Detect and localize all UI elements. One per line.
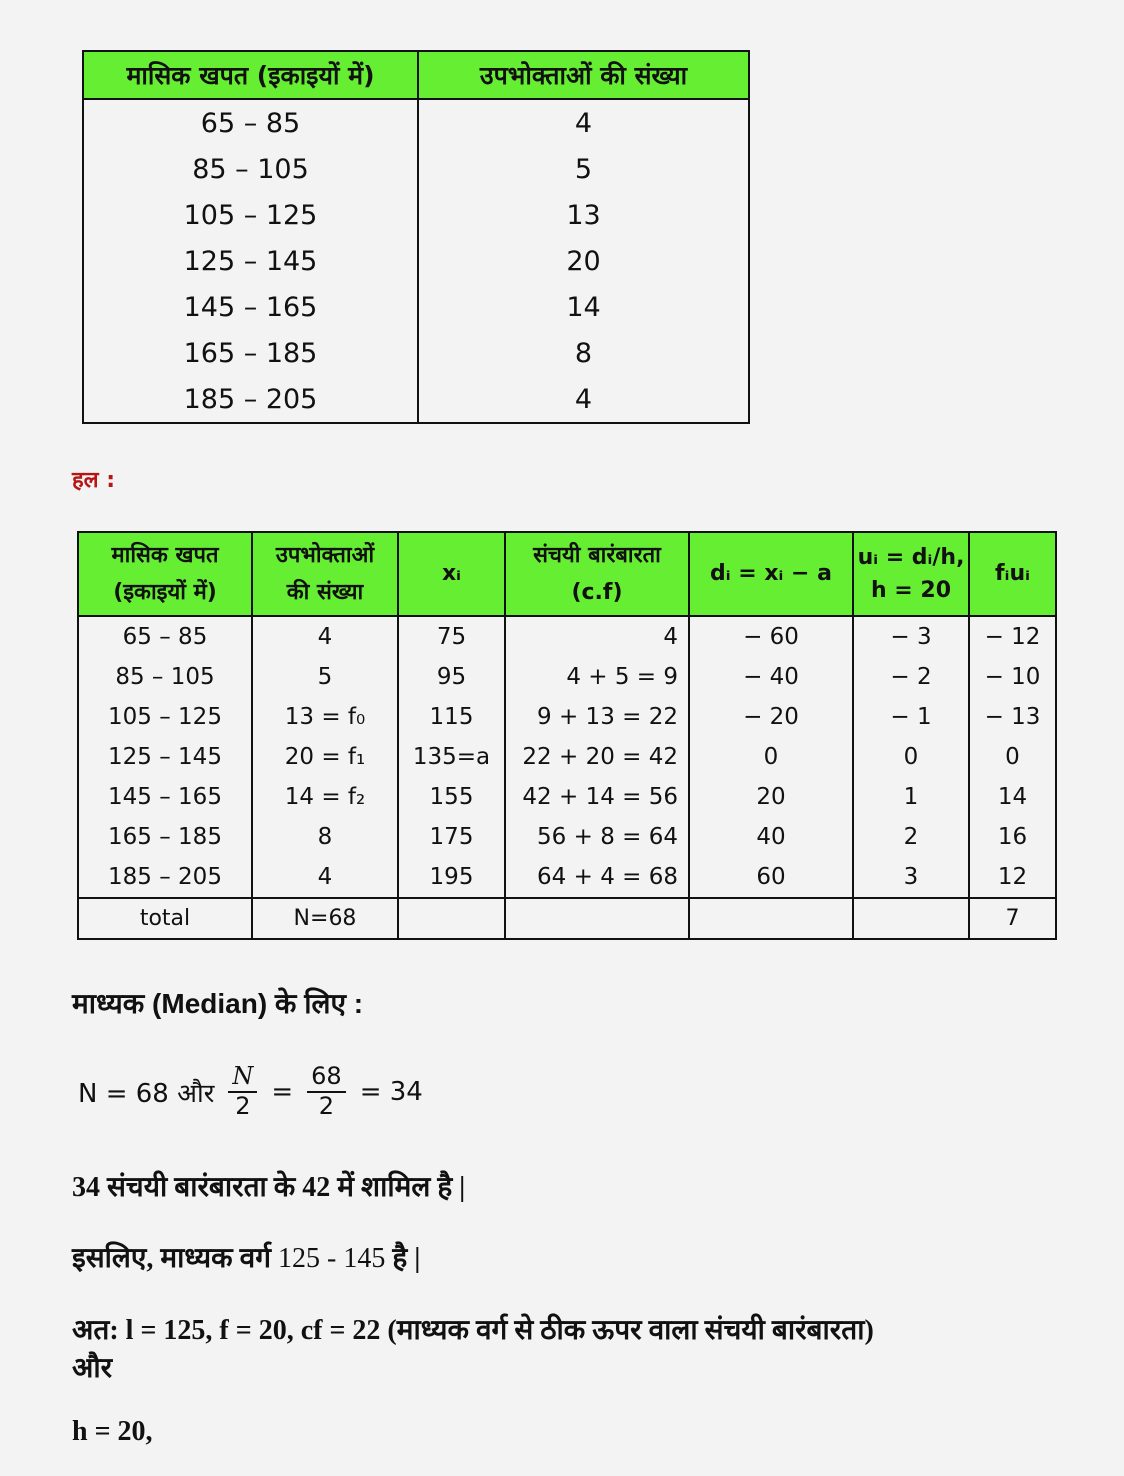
class-cell: 125 – 145 (78, 737, 252, 777)
count-cell: 13 = f₀ (252, 697, 398, 737)
u-cell: 3 (853, 857, 969, 898)
cf-cell: 9 + 13 = 22 (505, 697, 689, 737)
class-cell: 105 – 125 (83, 192, 418, 238)
total-cell (689, 898, 853, 939)
fu-cell: 16 (969, 817, 1056, 857)
table-row (78, 817, 1056, 857)
total-label: total (78, 898, 252, 939)
table-row (83, 330, 749, 376)
table-row (83, 238, 749, 284)
table-row (78, 657, 1056, 697)
total-cell (505, 898, 689, 939)
deviation-cell: − 40 (689, 657, 853, 697)
values-line: अत: l = 125, f = 20, cf = 22 (माध्यक वर्ग से ठीक ऊपर वाला संचयी बारंबारता) (72, 1315, 874, 1346)
cf-cell: 64 + 4 = 68 (505, 857, 689, 898)
count-cell: 14 = f₂ (252, 777, 398, 817)
class-cell: 65 – 85 (78, 616, 252, 657)
table-row (83, 146, 749, 192)
midpoint-cell: 135=a (398, 737, 505, 777)
header-monthly-consumption: मासिक खपत (इकाइयों में) (83, 51, 418, 99)
count-cell: 20 (418, 238, 749, 284)
table-row (78, 697, 1056, 737)
midpoint-cell: 155 (398, 777, 505, 817)
class-cell: 185 – 205 (83, 376, 418, 423)
fraction-68-over-2: $\frac{68}{2}$ (307, 1063, 346, 1120)
data-table (82, 50, 750, 424)
deviation-cell: 60 (689, 857, 853, 898)
class-cell: 125 – 145 (83, 238, 418, 284)
table-row (83, 99, 749, 146)
count-cell: 20 = f₁ (252, 737, 398, 777)
class-cell: 65 – 85 (83, 99, 418, 146)
deviation-cell: − 20 (689, 697, 853, 737)
deviation-cell: 20 (689, 777, 853, 817)
deviation-cell: 40 (689, 817, 853, 857)
u-cell: 0 (853, 737, 969, 777)
header-x: xᵢ (398, 532, 505, 616)
text-line: 34 संचयी बारंबारता के 42 में शामिल है | (72, 1172, 466, 1203)
table-row (83, 284, 749, 330)
fu-cell: 12 (969, 857, 1056, 898)
u-cell: − 3 (853, 616, 969, 657)
total-cell (398, 898, 505, 939)
header-class: मासिक खपत (इकाइयों में) (78, 532, 252, 616)
median-heading: माध्यक (Median) के लिए : (72, 988, 364, 1019)
count-cell: 5 (252, 657, 398, 697)
deviation-cell: 0 (689, 737, 853, 777)
fu-cell: − 13 (969, 697, 1056, 737)
header-fu: fᵢuᵢ (969, 532, 1056, 616)
text-line: और (72, 1353, 113, 1384)
header-d: dᵢ = xᵢ − a (689, 532, 853, 616)
equation-lhs: N = 68 और (78, 1079, 215, 1109)
deviation-cell: − 60 (689, 616, 853, 657)
text-line: h = 20, (72, 1416, 153, 1447)
table-row (83, 192, 749, 238)
class-cell: 105 – 125 (78, 697, 252, 737)
equation-equals: = (271, 1077, 294, 1107)
midpoint-cell: 175 (398, 817, 505, 857)
total-cell: N=68 (252, 898, 398, 939)
count-cell: 14 (418, 284, 749, 330)
median-class-line: इसलिए, माध्यक वर्ग 125 - 145 है | (72, 1243, 421, 1274)
class-cell: 165 – 185 (83, 330, 418, 376)
cf-cell: 22 + 20 = 42 (505, 737, 689, 777)
class-cell: 185 – 205 (78, 857, 252, 898)
class-cell: 145 – 165 (78, 777, 252, 817)
count-cell: 4 (252, 616, 398, 657)
count-cell: 8 (252, 817, 398, 857)
table-row (78, 777, 1056, 817)
class-cell: 85 – 105 (78, 657, 252, 697)
solution-table (77, 531, 1057, 940)
table-row (78, 737, 1056, 777)
count-cell: 4 (418, 99, 749, 146)
count-cell: 8 (418, 330, 749, 376)
u-cell: 2 (853, 817, 969, 857)
header-consumer-count: उपभोक्ताओं की संख्या (418, 51, 749, 99)
fraction-n-over-2: $\frac{N}{2}$ (228, 1063, 257, 1120)
total-cell: 7 (969, 898, 1056, 939)
median-equation (78, 1052, 423, 1132)
total-cell (853, 898, 969, 939)
u-cell: − 2 (853, 657, 969, 697)
fu-cell: 14 (969, 777, 1056, 817)
fu-cell: − 10 (969, 657, 1056, 697)
u-cell: − 1 (853, 697, 969, 737)
table-row (78, 857, 1056, 898)
cf-cell: 4 (505, 616, 689, 657)
solution-label: हल : (72, 468, 116, 493)
class-cell: 85 – 105 (83, 146, 418, 192)
midpoint-cell: 195 (398, 857, 505, 898)
midpoint-cell: 115 (398, 697, 505, 737)
cf-cell: 56 + 8 = 64 (505, 817, 689, 857)
cf-cell: 4 + 5 = 9 (505, 657, 689, 697)
class-cell: 145 – 165 (83, 284, 418, 330)
header-cf: संचयी बारंबारता (c.f) (505, 532, 689, 616)
total-row (78, 898, 1056, 939)
count-cell: 5 (418, 146, 749, 192)
fu-cell: 0 (969, 737, 1056, 777)
equation-rhs: = 34 (359, 1077, 423, 1107)
table-row (78, 616, 1056, 657)
cf-cell: 42 + 14 = 56 (505, 777, 689, 817)
header-count: उपभोक्ताओं की संख्या (252, 532, 398, 616)
u-cell: 1 (853, 777, 969, 817)
class-cell: 165 – 185 (78, 817, 252, 857)
count-cell: 4 (418, 376, 749, 423)
count-cell: 4 (252, 857, 398, 898)
count-cell: 13 (418, 192, 749, 238)
fu-cell: − 12 (969, 616, 1056, 657)
header-u: uᵢ = dᵢ/h, h = 20 (853, 532, 969, 616)
midpoint-cell: 75 (398, 616, 505, 657)
table-row (83, 376, 749, 423)
midpoint-cell: 95 (398, 657, 505, 697)
